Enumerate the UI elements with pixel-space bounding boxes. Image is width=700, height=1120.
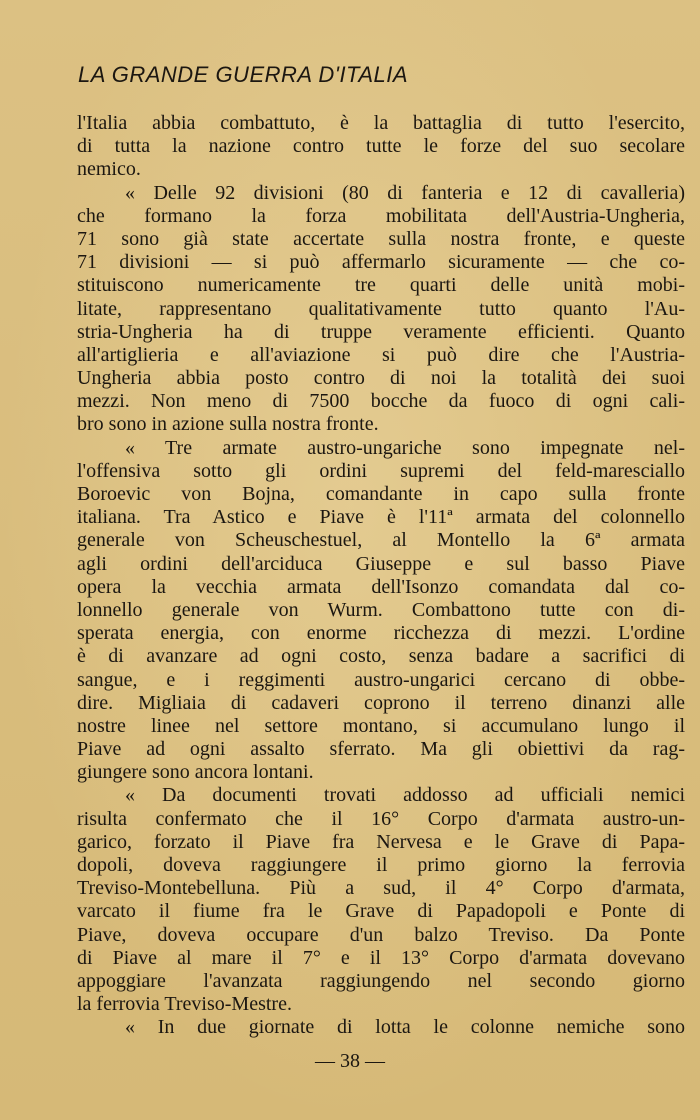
text-line: risulta confermato che il 16° Corpo d'armata austro-un-: [77, 807, 685, 830]
text-line: Piave ad ogni assalto sferrato. Ma gli obiettivi da rag-: [77, 738, 685, 761]
text-line: agli ordini dell'arciduca Giuseppe e sul basso Piave: [77, 552, 685, 575]
text-line: generale von Scheuschestuel, al Montello la 6ª armata: [77, 529, 685, 552]
text-line: garico, forzato il Piave fra Nervesa e le Grave di Papa-: [77, 830, 685, 853]
running-head: LA GRANDE GUERRA D'ITALIA: [78, 62, 409, 87]
text-line: italiana. Tra Astico e Piave è l'11ª armata del colonnello: [77, 506, 685, 529]
text-line: è di avanzare ad ogni costo, senza badare a sacrifici di: [77, 645, 685, 668]
page-number: — 38 —: [315, 1050, 385, 1072]
text-line: varcato il fiume fra le Grave di Papadopoli e Ponte di: [77, 900, 685, 923]
text-line: sangue, e i reggimenti austro-ungarici cercano di obbe-: [77, 668, 685, 691]
text-line: Ungheria abbia posto contro di noi la totalità dei suoi: [77, 367, 685, 390]
text-line: « In due giornate di lotta le colonne nemiche sono: [125, 1016, 685, 1039]
text-line: stria-Ungheria ha di truppe veramente efficienti. Quanto: [77, 320, 685, 343]
text-line: « Da documenti trovati addosso ad ufficiali nemici: [125, 784, 685, 807]
text-line: l'Italia abbia combattuto, è la battaglia di tutto l'esercito,: [77, 112, 685, 134]
text-line: giungere sono ancora lontani.: [77, 761, 314, 784]
text-line: Treviso-Montebelluna. Più a sud, il 4° Corpo d'armata,: [77, 877, 685, 900]
text-line: nostre linee nel settore montano, si accumulano lungo il: [77, 714, 685, 737]
text-line: appoggiare l'avanzata raggiungendo nel secondo giorno: [77, 969, 685, 992]
text-line: litate, rappresentano qualitativamente tutto quanto l'Au-: [77, 297, 685, 320]
text-line: dire. Migliaia di cadaveri coprono il terreno dinanzi alle: [77, 691, 685, 714]
text-line: mezzi. Non meno di 7500 bocche da fuoco di ogni cali-: [77, 390, 685, 413]
text-line: « Delle 92 divisioni (80 di fanteria e 12 di cavalleria): [125, 181, 685, 204]
body-text: [77, 112, 685, 1040]
text-line: lonnello generale von Wurm. Combattono tutte con di-: [77, 598, 685, 621]
text-line: 71 sono già state accertate sulla nostra fronte, e queste: [77, 227, 685, 250]
text-line: di Piave al mare il 7° e il 13° Corpo d'armata dovevano: [77, 946, 685, 969]
text-line: stituiscono numericamente tre quarti delle unità mobi-: [77, 274, 685, 297]
text-line: 71 divisioni — si può affermarlo sicuramente — che co-: [77, 251, 685, 274]
text-line: l'offensiva sotto gli ordini supremi del feld-maresciallo: [77, 459, 685, 482]
text-line: Boroevic von Bojna, comandante in capo sulla fronte: [77, 483, 685, 505]
text-line: Piave, doveva occupare d'un balzo Treviso. Da Ponte: [77, 923, 685, 946]
text-line: bro sono in azione sulla nostra fronte.: [77, 413, 379, 436]
text-line: all'artiglieria e all'aviazione si può dire che l'Austria-: [77, 343, 685, 366]
text-line: che formano la forza mobilitata dell'Austria-Ungheria,: [77, 204, 685, 227]
text-line: « Tre armate austro-ungariche sono impegnate nel-: [125, 436, 685, 459]
text-line: nemico.: [77, 158, 141, 181]
text-line: la ferrovia Treviso-Mestre.: [77, 993, 292, 1016]
text-line: dopoli, doveva raggiungere il primo giorno la ferrovia: [77, 854, 685, 876]
text-line: di tutta la nazione contro tutte le forze del suo secolare: [77, 135, 685, 158]
text-line: opera la vecchia armata dell'Isonzo comandata dal co-: [77, 575, 685, 598]
text-line: sperata energia, con enorme ricchezza di mezzi. L'ordine: [77, 622, 685, 645]
